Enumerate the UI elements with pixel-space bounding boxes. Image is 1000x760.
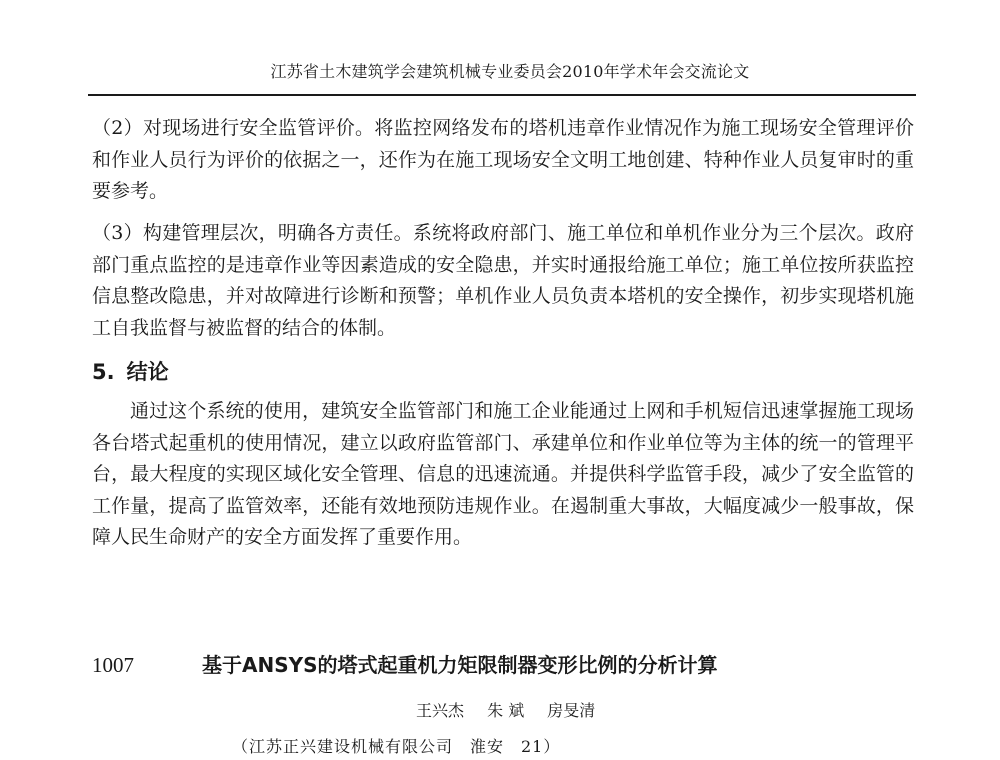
paragraph-conclusion: 通过这个系统的使用，建筑安全监管部门和施工企业能通过上网和手机短信迅速掌握施工现场各台塔式起重机的使用情况，建立以政府监管部门、承建单位和作业单位等为主体的统一的管理平台，最大程度的实现区域化安全管理、信息的迅速流通。并提供科学监管手段，减少了安全监管的工作量，提高了监管效率，还能有效地预防违规作业。在遏制重大事故，大幅度减少一般事故，保障人民生命财产的安全方面发挥了重要作用。 [92,400,914,548]
paragraph-site-evaluation: （2）对现场进行安全监管评价。将监控网络发布的塔机违章作业情况作为施工现场安全管理评价和作业人员行为评价的依据之一，还作为在施工现场安全文明工地创建、特种作业人员复审时的重要参考。 [92,117,914,202]
next-paper-heading [92,650,914,680]
header-rule [88,94,916,96]
author-name: 朱 斌 [487,701,525,720]
author-name: 王兴杰 [416,701,465,720]
section-title: 结论 [126,360,169,384]
paragraph-management-levels: （3）构建管理层次，明确各方责任。系统将政府部门、施工单位和单机作业分为三个层次。政府部门重点监控的是违章作业等因素造成的安全隐患，并实时通报给施工单位；施工单位按所获监控信息整改隐患，并对故障进行诊断和预警；单机作业人员负责本塔机的安全操作，初步实现塔机施工自我监督与被监督的结合的体制。 [92,222,914,339]
author-list [416,700,613,722]
author-name: 房旻清 [547,701,596,720]
affiliation: （江苏正兴建设机械有限公司 淮安 21） [232,737,561,756]
section-heading [92,358,169,386]
running-header: 江苏省土木建筑学会建筑机械专业委员会2010年学术年会交流论文 [270,62,750,81]
paper-number: 1007 [92,653,134,677]
paper-title: 基于ANSYS的塔式起重机力矩限制器变形比例的分析计算 [202,653,718,677]
section-number: 5. [92,360,115,384]
